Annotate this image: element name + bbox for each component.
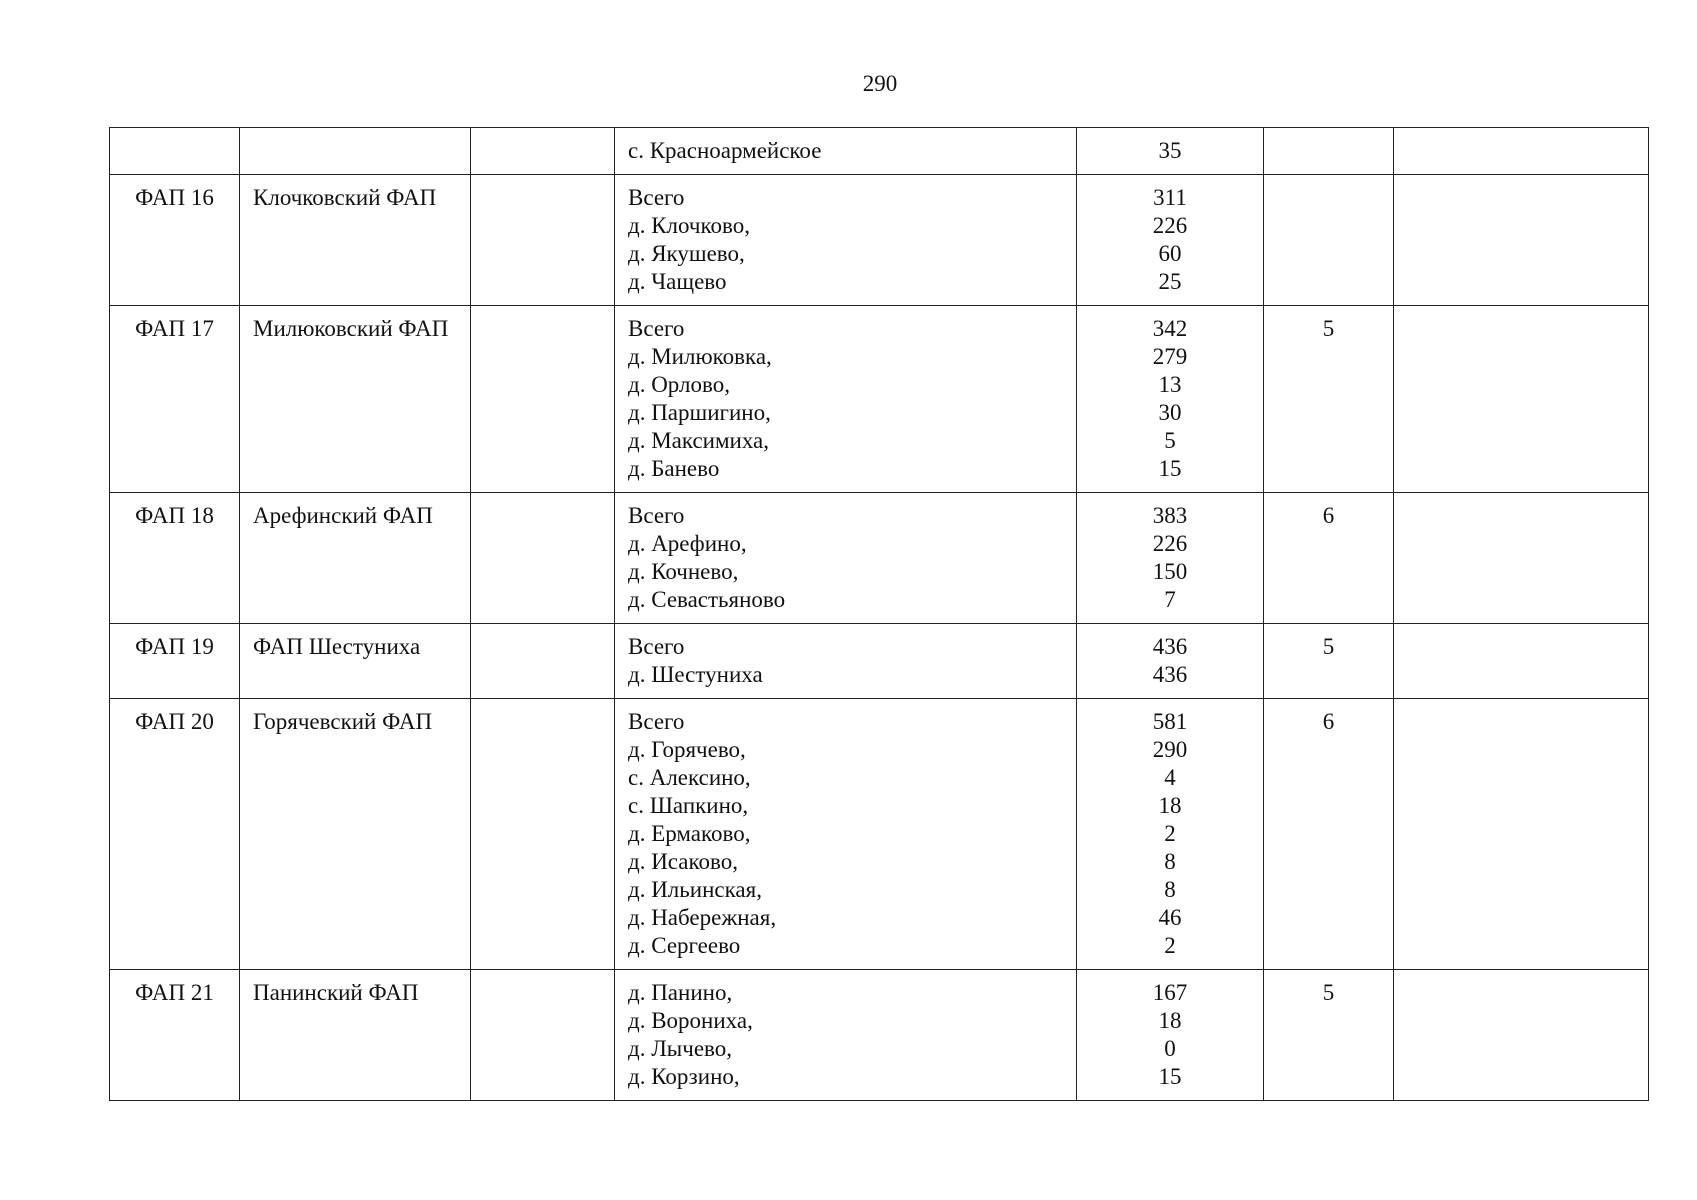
settlement-name: д. Ворониха,: [628, 1008, 753, 1033]
population-value: 167: [1152, 980, 1188, 1005]
population-value: 18: [1158, 1008, 1182, 1033]
staff-cell: [1264, 175, 1394, 306]
settlement-name: д. Максимиха,: [628, 428, 769, 453]
staff-cell: 6: [1264, 699, 1394, 970]
empty-cell: [471, 493, 615, 624]
population-value: 436: [1152, 662, 1188, 687]
settlement-name: д. Орлово,: [628, 372, 730, 397]
settlement-name: с. Шапкино,: [628, 793, 749, 818]
population-value: 8: [1164, 877, 1176, 902]
population-value: 7: [1164, 587, 1176, 612]
empty-cell: [471, 175, 615, 306]
population-value: 2: [1164, 821, 1176, 846]
population-value: 290: [1152, 737, 1188, 762]
fap-number-cell: ФАП 18: [110, 493, 240, 624]
notes-cell: [1394, 970, 1649, 1101]
settlement-name: д. Панино,: [628, 980, 733, 1005]
table-row: [110, 699, 1649, 970]
population-value: 150: [1152, 559, 1188, 584]
notes-cell: [1394, 624, 1649, 699]
settlement-name: д. Чащево: [628, 269, 727, 294]
table-row: [110, 493, 1649, 624]
fap-number-cell: ФАП 17: [110, 306, 240, 493]
settlement-name: д. Севастьяново: [628, 587, 786, 612]
settlements-cell: [615, 306, 1077, 493]
notes-cell: [1394, 699, 1649, 970]
fap-name-cell: ФАП Шестуниха: [240, 624, 471, 699]
population-cell: [1077, 624, 1264, 699]
settlement-name: д. Милюковка,: [628, 344, 772, 369]
settlement-name: д. Корзино,: [628, 1064, 740, 1089]
population-value: 46: [1158, 905, 1182, 930]
settlement-name: Всего: [628, 709, 685, 734]
population-value: 226: [1152, 531, 1188, 556]
settlement-name: с. Алексино,: [628, 765, 751, 790]
empty-cell: [471, 624, 615, 699]
staff-cell: 6: [1264, 493, 1394, 624]
population-value: 226: [1152, 213, 1188, 238]
fap-name-cell: [240, 128, 471, 175]
settlement-name: с. Красноармейское: [628, 138, 822, 163]
population-value: 4: [1164, 765, 1176, 790]
page-number: 290: [862, 71, 898, 96]
table-row: [110, 128, 1649, 175]
notes-cell: [1394, 128, 1649, 175]
table-row: [110, 970, 1649, 1101]
staff-cell: 5: [1264, 306, 1394, 493]
empty-cell: [471, 128, 615, 175]
population-value: 8: [1164, 849, 1176, 874]
settlement-name: д. Сергеево: [628, 933, 741, 958]
fap-number-cell: ФАП 21: [110, 970, 240, 1101]
population-value: 18: [1158, 793, 1182, 818]
population-cell: [1077, 175, 1264, 306]
settlement-name: д. Лычево,: [628, 1036, 732, 1061]
fap-name-cell: Клочковский ФАП: [240, 175, 471, 306]
settlement-name: д. Якушево,: [628, 241, 745, 266]
table-row: [110, 306, 1649, 493]
population-value: 342: [1152, 316, 1188, 341]
fap-table: [109, 127, 1649, 1101]
fap-number-cell: ФАП 16: [110, 175, 240, 306]
settlements-cell: [615, 624, 1077, 699]
fap-number-cell: [110, 128, 240, 175]
settlements-cell: [615, 493, 1077, 624]
fap-number-cell: ФАП 19: [110, 624, 240, 699]
population-value: 13: [1158, 372, 1182, 397]
population-value: 30: [1158, 400, 1182, 425]
empty-cell: [471, 970, 615, 1101]
fap-number-cell: ФАП 20: [110, 699, 240, 970]
fap-name-cell: Панинский ФАП: [240, 970, 471, 1101]
population-value: 15: [1158, 1064, 1182, 1089]
settlement-name: Всего: [628, 634, 685, 659]
population-value: 311: [1153, 185, 1187, 210]
settlement-name: д. Исаково,: [628, 849, 738, 874]
settlement-name: д. Горячево,: [628, 737, 746, 762]
settlement-name: д. Кочнево,: [628, 559, 739, 584]
settlement-name: д. Шестуниха: [628, 662, 763, 687]
settlements-cell: [615, 970, 1077, 1101]
settlement-name: д. Ермаково,: [628, 821, 751, 846]
population-value: 15: [1158, 456, 1182, 481]
staff-cell: [1264, 128, 1394, 175]
table-body: [110, 128, 1649, 1101]
population-value: 5: [1164, 428, 1176, 453]
settlement-name: д. Банево: [628, 456, 720, 481]
fap-name-cell: Горячевский ФАП: [240, 699, 471, 970]
population-value: 0: [1164, 1036, 1176, 1061]
population-value: 25: [1158, 269, 1182, 294]
settlements-cell: [615, 128, 1077, 175]
notes-cell: [1394, 175, 1649, 306]
population-value: 436: [1152, 634, 1188, 659]
population-cell: [1077, 493, 1264, 624]
population-value: 2: [1164, 933, 1176, 958]
settlement-name: д. Арефино,: [628, 531, 747, 556]
population-cell: [1077, 970, 1264, 1101]
settlement-name: Всего: [628, 316, 685, 341]
empty-cell: [471, 699, 615, 970]
settlement-name: Всего: [628, 185, 685, 210]
empty-cell: [471, 306, 615, 493]
population-value: 279: [1152, 344, 1188, 369]
settlements-cell: [615, 699, 1077, 970]
population-value: 60: [1158, 241, 1182, 266]
settlement-name: Всего: [628, 503, 685, 528]
population-value: 383: [1152, 503, 1188, 528]
fap-name-cell: Милюковский ФАП: [240, 306, 471, 493]
settlements-cell: [615, 175, 1077, 306]
table-row: [110, 175, 1649, 306]
population-cell: [1077, 128, 1264, 175]
population-cell: [1077, 306, 1264, 493]
population-value: 35: [1158, 138, 1182, 163]
population-value: 581: [1152, 709, 1188, 734]
settlement-name: д. Набережная,: [628, 905, 777, 930]
population-cell: [1077, 699, 1264, 970]
staff-cell: 5: [1264, 624, 1394, 699]
notes-cell: [1394, 493, 1649, 624]
fap-name-cell: Арефинский ФАП: [240, 493, 471, 624]
settlement-name: д. Ильинская,: [628, 877, 762, 902]
table-row: [110, 624, 1649, 699]
notes-cell: [1394, 306, 1649, 493]
staff-cell: 5: [1264, 970, 1394, 1101]
settlement-name: д. Паршигино,: [628, 400, 771, 425]
settlement-name: д. Клочково,: [628, 213, 750, 238]
